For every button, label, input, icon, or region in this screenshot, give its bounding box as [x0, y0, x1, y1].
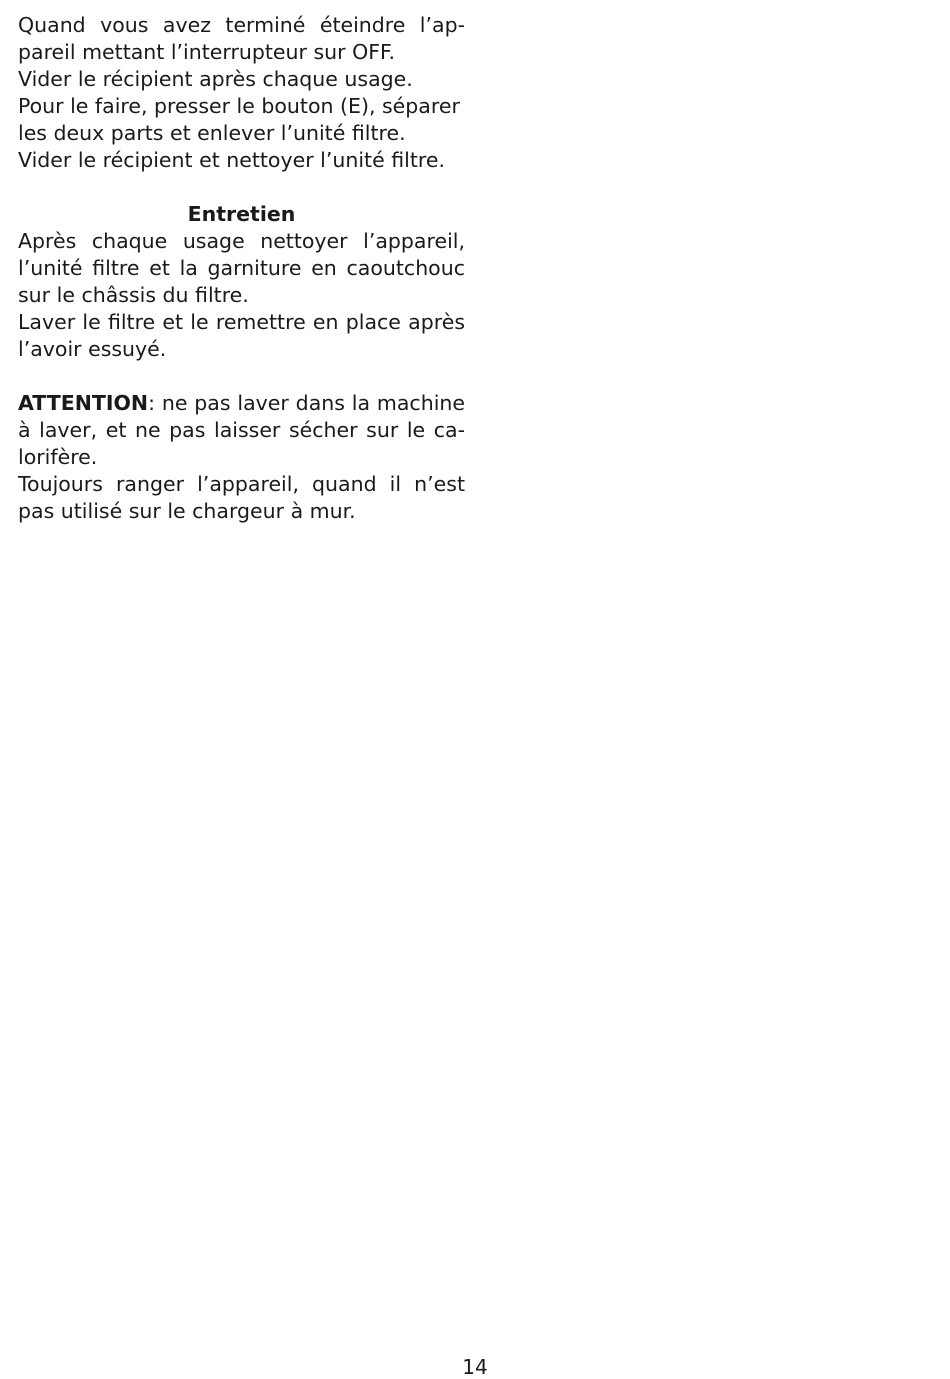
- maintenance-line-5: l’avoir essuyé.: [18, 337, 167, 361]
- maintenance-line-3: sur le châssis du filtre.: [18, 283, 249, 307]
- maintenance-line-1: Après chaque usage nettoyer l’appareil,: [18, 229, 465, 253]
- intro-line-4: Pour le faire, presser le bouton (E), séparer: [18, 94, 460, 118]
- warning-line-1-text: : ne pas laver dans la machine: [148, 391, 465, 415]
- intro-line-6: Vider le récipient et nettoyer l’unité filtre.: [18, 148, 445, 172]
- page-number: 14: [462, 1355, 488, 1379]
- spacer: [18, 174, 465, 201]
- warning-line-5: pas utilisé sur le chargeur à mur.: [18, 499, 356, 523]
- maintenance-section: [18, 201, 465, 363]
- warning-line-3: lorifère.: [18, 445, 98, 469]
- intro-paragraph: [18, 12, 465, 174]
- intro-line-3: Vider le récipient après chaque usage.: [18, 67, 413, 91]
- maintenance-heading: Entretien: [187, 202, 296, 226]
- warning-line-4: Toujours ranger l’appareil, quand il n’est: [18, 472, 465, 496]
- text-column: [18, 12, 465, 525]
- spacer: [18, 363, 465, 390]
- maintenance-line-4: Laver le filtre et le remettre en place après: [18, 310, 465, 334]
- maintenance-line-2: l’unité filtre et la garniture en caoutchouc: [18, 256, 465, 280]
- warning-section: [18, 390, 465, 525]
- intro-line-2: pareil mettant l’interrupteur sur OFF.: [18, 40, 396, 64]
- warning-line-1: [18, 390, 465, 417]
- intro-line-1: Quand vous avez terminé éteindre l’ap-: [18, 13, 465, 37]
- warning-line-2: à laver, et ne pas laisser sécher sur le ca-: [18, 418, 465, 442]
- warning-label: ATTENTION: [18, 391, 149, 415]
- intro-line-5: les deux parts et enlever l’unité filtre.: [18, 121, 406, 145]
